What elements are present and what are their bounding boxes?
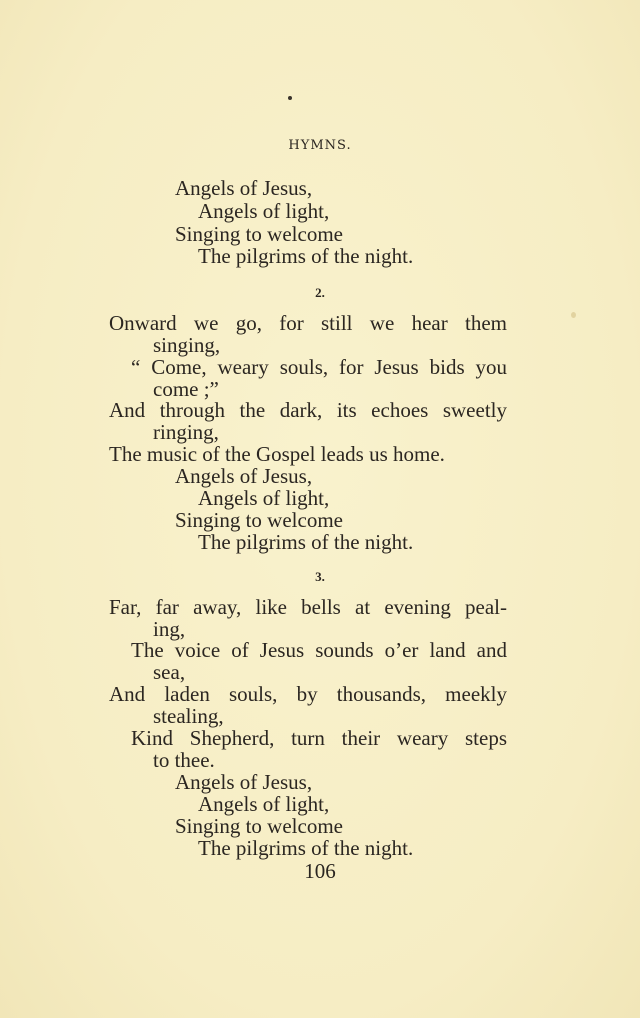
verse-3-line-5: And laden souls, by thousands, meekly — [109, 682, 507, 706]
verse-2-number: 2. — [315, 285, 325, 300]
paper-speck — [571, 312, 576, 318]
verse-3-line-6: stealing, — [153, 704, 224, 728]
verse-3-line-8: to thee. — [153, 748, 215, 772]
verse-3-chorus-line-4: The pilgrims of the night. — [198, 836, 414, 860]
verse-2-line-1: Onward we go, for still we hear them — [109, 311, 507, 335]
verse-3-line-1: Far, far away, like bells at evening peal- — [109, 595, 507, 619]
verse-3-chorus-line-3: Singing to welcome — [175, 814, 343, 838]
verse-2-line-4: come ;” — [153, 377, 219, 401]
verse-2-chorus-line-4: The pilgrims of the night. — [198, 530, 414, 554]
verse-3-line-7: Kind Shepherd, turn their weary steps — [131, 726, 507, 750]
verse-2-line-3: “ Come, weary souls, for Jesus bids you — [131, 355, 507, 379]
ink-dot — [288, 96, 292, 100]
verse-2-chorus-line-1: Angels of Jesus, — [175, 464, 313, 488]
chorus-top-line-3: Singing to welcome — [175, 222, 343, 246]
page-number: 106 — [304, 859, 336, 883]
verse-3-line-3: The voice of Jesus sounds o’er land and — [131, 638, 507, 662]
chorus-top-line-2: Angels of light, — [198, 199, 330, 223]
verse-3-chorus-line-2: Angels of light, — [198, 792, 330, 816]
verse-2-chorus-line-3: Singing to welcome — [175, 508, 343, 532]
verse-2-line-5: And through the dark, its echoes sweetly — [109, 398, 507, 422]
verse-3-line-2: ing, — [153, 617, 186, 641]
chorus-top-line-4: The pilgrims of the night. — [198, 244, 414, 268]
verse-2-line-7: The music of the Gospel leads us home. — [109, 442, 445, 466]
verse-3-line-4: sea, — [153, 660, 186, 684]
verse-2-chorus-line-2: Angels of light, — [198, 486, 330, 510]
verse-3-chorus-line-1: Angels of Jesus, — [175, 770, 313, 794]
verse-2-line-2: singing, — [153, 333, 221, 357]
running-header: HYMNS. — [288, 138, 352, 153]
verse-3-number: 3. — [315, 569, 325, 584]
chorus-top-line-1: Angels of Jesus, — [175, 176, 313, 200]
verse-2-line-6: ringing, — [153, 420, 219, 444]
